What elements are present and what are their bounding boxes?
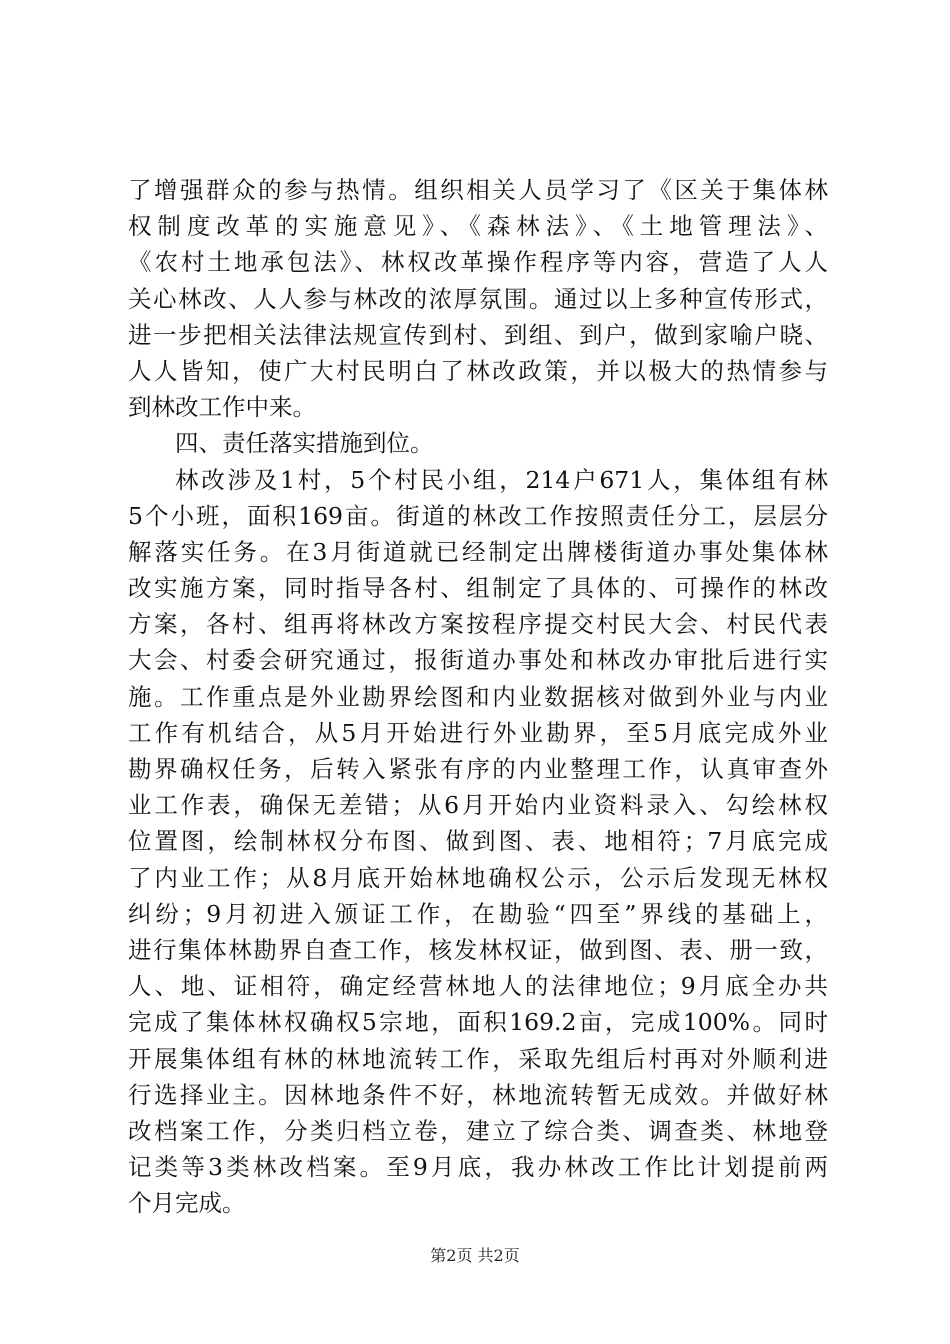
page-footer — [0, 1246, 950, 1266]
text-line: 《农村土地承包法》、林权改革操作程序等内容，营造了人人 — [128, 248, 828, 277]
document-body — [128, 172, 828, 1221]
text-line: 人、地、证相符，确定经营林地人的法律地位；9月底全办共 — [128, 972, 828, 1001]
section-heading: 四、责任落实措施到位。 — [175, 429, 434, 458]
text-line: 开展集体组有林的林地流转工作，采取先组后村再对外顺利进 — [128, 1044, 828, 1073]
text-line: 解落实任务。在3月街道就已经制定出牌楼街道办事处集体林 — [128, 537, 828, 566]
page-number-label: 第2页 共2页 — [430, 1246, 520, 1265]
text-line: 权制度改革的实施意见》、《森林法》、《土地管理法》、 — [128, 212, 828, 241]
text-line: 人人皆知，使广大村民明白了林改政策，并以极大的热情参与 — [128, 356, 828, 385]
text-line: 记类等3类林改档案。至9月底，我办林改工作比计划提前两 — [128, 1153, 828, 1182]
text-line: 改档案工作，分类归档立卷，建立了综合类、调查类、林地登 — [128, 1116, 828, 1145]
text-line: 工作有机结合，从5月开始进行外业勘界，至5月底完成外业 — [128, 718, 828, 747]
text-line: 方案，各村、组再将林改方案按程序提交村民大会、村民代表 — [128, 610, 828, 639]
text-line: 完成了集体林权确权5宗地，面积169.2亩，完成100%。同时 — [128, 1008, 828, 1037]
text-line: 5个小班，面积169亩。街道的林改工作按照责任分工，层层分 — [128, 501, 828, 530]
text-line: 改实施方案，同时指导各村、组制定了具体的、可操作的林改 — [128, 574, 828, 603]
text-line: 了内业工作；从8月底开始林地确权公示，公示后发现无林权 — [128, 863, 828, 892]
text-line: 进一步把相关法律法规宣传到村、到组、到户，做到家喻户晓、 — [128, 320, 828, 349]
text-line: 关心林改、人人参与林改的浓厚氛围。通过以上多种宣传形式， — [128, 284, 828, 313]
text-line: 业工作表，确保无差错；从6月开始内业资料录入、勾绘林权 — [128, 791, 828, 820]
text-line: 到林改工作中来。 — [128, 393, 316, 422]
text-line: 纠纷；9月初进入颁证工作，在勘验“四至”界线的基础上， — [128, 899, 828, 928]
text-line: 行选择业主。因林地条件不好，林地流转暂无成效。并做好林 — [128, 1080, 828, 1109]
text-line: 个月完成。 — [128, 1189, 246, 1218]
text-line: 大会、村委会研究通过，报街道办事处和林改办审批后进行实 — [128, 646, 828, 675]
text-line: 了增强群众的参与热情。组织相关人员学习了《区关于集体林 — [128, 176, 828, 204]
text-line: 进行集体林勘界自查工作，核发林权证，做到图、表、册一致， — [128, 935, 828, 964]
text-line: 林改涉及1村，5个村民小组，214户671人，集体组有林 — [175, 465, 828, 494]
text-line: 勘界确权任务，后转入紧张有序的内业整理工作，认真审查外 — [128, 755, 828, 783]
text-line: 位置图，绘制林权分布图、做到图、表、地相符；7月底完成 — [128, 827, 828, 856]
text-line: 施。工作重点是外业勘界绘图和内业数据核对做到外业与内业 — [128, 682, 828, 711]
